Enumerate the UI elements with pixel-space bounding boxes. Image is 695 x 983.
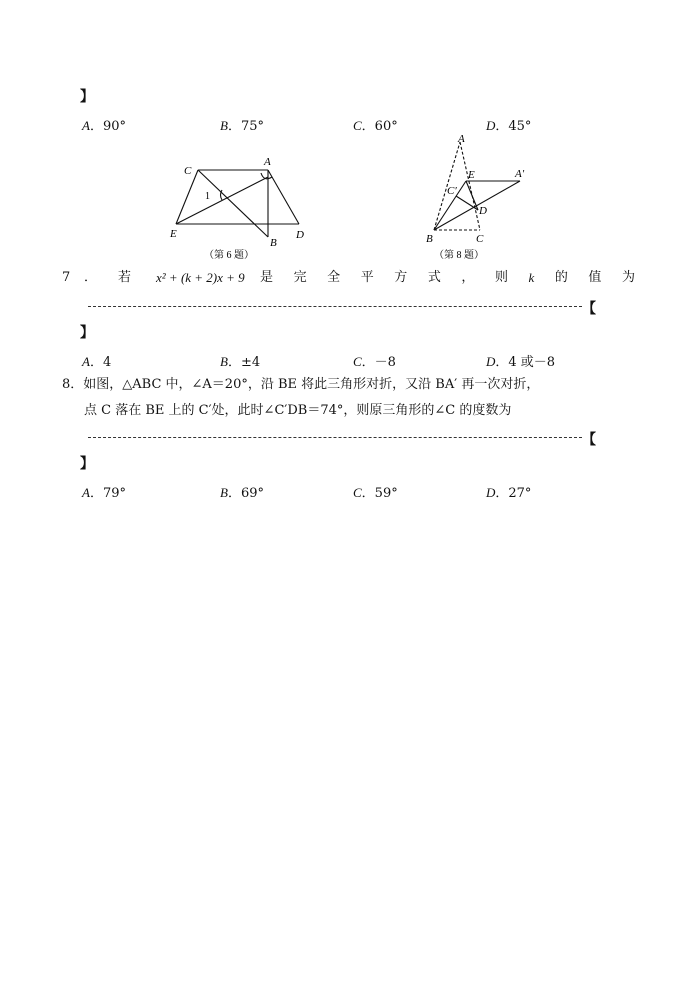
q7-char: 全 [327,270,341,285]
option-text: ．59° [361,486,398,501]
label-e: E [468,169,475,181]
segment-ea [176,177,268,224]
option-letter: D [486,354,496,369]
option-text: ．－8 [361,355,396,370]
q7-option-c [353,351,396,370]
q7-char-k: k [528,270,535,285]
label-e: E [170,228,177,240]
q7-char: ， [461,270,475,285]
option-text: ．4 或－8 [495,355,556,370]
option-text: ．45° [495,119,532,134]
label-d: D [296,229,304,241]
q7-char: 是 [260,270,274,285]
option-letter: C [353,118,362,133]
q6-option-c [353,115,398,134]
segment-ce [176,170,198,224]
q8-option-d [486,482,531,501]
q7-char: 式 [427,270,441,285]
figure-6 [160,150,320,265]
option-text: ．60° [361,119,398,134]
q7-char: 完 [293,270,307,285]
option-text: ．75° [227,119,264,134]
label-b: B [426,233,433,245]
option-text: ．79° [89,486,126,501]
q8-option-a [82,482,126,501]
q7-option-b [220,351,260,370]
label-b: B [270,237,277,249]
figure-8 [420,130,540,265]
segment-cb [198,170,268,237]
q6-bracket-close: 】 [80,89,94,105]
q7-option-a [82,351,111,370]
q8-bracket-open: 【 [582,432,596,448]
q7-char: 为 [621,270,635,285]
option-text: ．69° [227,486,264,501]
q7-char: 方 [394,270,408,285]
label-a: A [264,156,271,168]
label-c: C [476,233,484,245]
option-letter: C [353,485,362,500]
q7-bracket-close: 】 [80,325,94,341]
segment-ad [268,170,299,224]
q7-char: 值 [588,270,602,285]
option-letter: A [82,354,90,369]
figure-8-caption: （第 8 题） [434,250,484,261]
label-c-prime: C′ [447,185,457,197]
option-letter: C [353,354,362,369]
q7-answer-line [88,306,582,307]
option-text: ．±4 [227,355,261,370]
option-letter: A [82,485,90,500]
q7-expression: x² + (k + 2)x + 9 [156,270,245,285]
q7-number: 7 [62,270,71,285]
q8-option-c [353,482,398,501]
q7-option-d [486,351,555,370]
q6-option-b [220,115,264,134]
option-text: ．27° [495,486,532,501]
option-text: ．4 [89,355,112,370]
label-1: 1 [205,191,210,202]
angle-1-arc [221,190,223,200]
q8-answer-line [88,437,582,438]
q8-bracket-close: 】 [80,456,94,472]
q7-char: 的 [554,270,568,285]
label-c: C [184,165,192,177]
figure-6-caption: （第 6 题） [204,250,254,261]
option-letter: B [220,118,228,133]
q7-stem-rest [260,270,635,286]
q7-bracket-open: 【 [582,301,596,317]
q8-stem-line-1: 8．如图，△ABC 中，∠A＝20°，沿 BE 将此三角形对折，又沿 BA′ 再一次对折， [62,377,540,392]
option-letter: D [486,485,496,500]
label-d: D [479,205,487,217]
option-text: ．90° [89,119,126,134]
option-letter: D [486,118,496,133]
q7-dot: ． [84,270,98,285]
label-a: A [458,133,465,145]
option-letter: B [220,354,228,369]
label-a-prime: A′ [515,168,525,180]
q8-stem-line-2: 点 C 落在 BE 上的 C′处，此时∠C′DB＝74°，则原三角形的∠C 的度数为 [84,403,512,418]
q7-char: 则 [494,270,508,285]
q7-char: 平 [360,270,374,285]
option-letter: B [220,485,228,500]
q8-option-b [220,482,264,501]
option-letter: A [82,118,90,133]
q6-option-a [82,115,126,134]
q7-ruo: 若 [118,270,132,285]
